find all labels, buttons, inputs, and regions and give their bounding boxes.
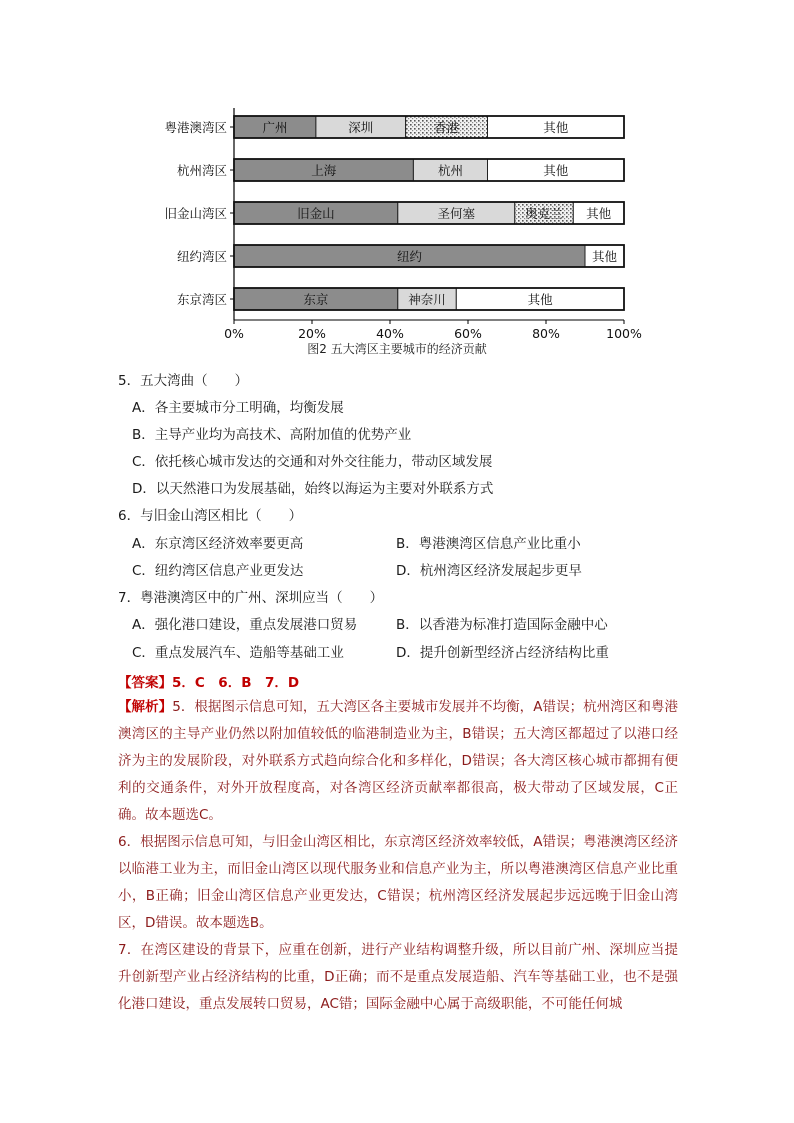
analysis-paragraph-6: 6．根据图示信息可知，与旧金山湾区相比，东京湾区经济效率较低，A错误；粤港澳湾区经济以临港工业为主，而旧金山湾区以现代服务业和信息产业为主，所以粤港澳湾区信息产业比重小，B正确；旧金山湾区信息产业更发达，C错误；杭州湾区经济发展起步远远晚于旧金山湾区，D错误。故本题选B。	[118, 834, 678, 931]
category-label: 粤港澳湾区	[164, 120, 227, 135]
q5-option-c: C．依托核心城市发达的交通和对外交往能力，带动区域发展	[132, 454, 493, 470]
q6-option-c: C．纽约湾区信息产业更发达	[132, 563, 304, 579]
segment-label: 其他	[591, 249, 618, 264]
answer-text: 5．C 6．B 7．D	[172, 675, 300, 691]
analysis-paragraph-7: 7．在湾区建设的背景下，应重在创新，进行产业结构调整升级，所以目前广州、深圳应当提升创新型产业占经济结构的比重，D正确；而不是重点发展造船、汽车等基础工业，也不是强化港口建设，重点发展转口贸易，AC错；国际金融中心属于高级职能，不可能任何城	[118, 942, 678, 1012]
analysis-label: 【解析】	[118, 699, 173, 715]
q6-option-a: A．东京湾区经济效率要更高	[132, 536, 304, 552]
segment-label: 其他	[527, 292, 553, 307]
question-6-stem: 6．与旧金山湾区相比（ ）	[118, 508, 303, 524]
chart-caption: 图2 五大湾区主要城市的经济贡献	[307, 342, 487, 356]
segment-label: 广州	[262, 120, 288, 135]
x-tick-label: 20%	[298, 326, 326, 340]
q5-option-a: A．各主要城市分工明确，均衡发展	[132, 400, 344, 416]
q7-option-c: C．重点发展汽车、造船等基础工业	[132, 645, 344, 661]
analysis-text-5: 5．根据图示信息可知，五大湾区各主要城市发展并不均衡，A错误；杭州湾区和粤港澳湾区的主导产业仍然以附加值较低的临港制造业为主，B错误；五大湾区都超过了以港口经济为主的发展阶段，对外联系方式趋向综合化和多样化，D错误；各大湾区核心城市都拥有便利的交通条件，对外开放程度高，对各湾区经济贡献率都很高，极大带动了区域发展，C正确。故本题选C。	[118, 699, 679, 823]
category-label: 杭州湾区	[176, 163, 227, 178]
segment-label: 香港	[434, 120, 460, 135]
segment-label: 旧金山	[297, 206, 335, 221]
segment-label: 东京	[303, 292, 329, 307]
answer-line	[118, 671, 299, 691]
segment-label: 圣何塞	[437, 206, 476, 221]
x-tick-label: 80%	[532, 326, 560, 340]
segment-label: 其他	[543, 163, 569, 178]
analysis-paragraph-5	[118, 694, 678, 829]
x-tick-label: 40%	[376, 326, 404, 340]
segment-label: 深圳	[348, 120, 374, 135]
category-label: 纽约湾区	[176, 249, 227, 264]
answer-label: 【答案】	[118, 675, 172, 691]
question-5-stem: 5．五大湾曲（ ）	[118, 373, 249, 389]
q6-option-d: D．杭州湾区经济发展起步更早	[396, 563, 582, 579]
q7-option-a: A．强化港口建设，重点发展港口贸易	[132, 617, 358, 633]
segment-label: 纽约	[396, 249, 423, 264]
q7-option-b: B．以香港为标准打造国际金融中心	[396, 617, 608, 633]
segment-label: 其他	[543, 120, 569, 135]
segment-label: 杭州	[437, 163, 463, 178]
stacked-bar-chart	[150, 108, 650, 340]
question-7-stem: 7．粤港澳湾区中的广州、深圳应当（ ）	[118, 590, 384, 606]
q5-option-d: D．以天然港口为发展基础，始终以海运为主要对外联系方式	[132, 481, 494, 497]
segment-label: 其他	[586, 206, 612, 221]
category-label: 旧金山湾区	[164, 206, 227, 221]
x-tick-label: 100%	[606, 326, 642, 340]
segment-label: 上海	[311, 163, 337, 178]
q6-option-b: B．粤港澳湾区信息产业比重小	[396, 536, 581, 552]
analysis-block	[118, 694, 678, 1018]
x-tick-label: 60%	[454, 326, 482, 340]
x-tick-label: 0%	[224, 326, 244, 340]
segment-label: 神奈川	[408, 292, 446, 307]
q5-option-b: B．主导产业均为高技术、高附加值的优势产业	[132, 427, 412, 443]
category-label: 东京湾区	[176, 292, 227, 307]
segment-label: 奥克兰	[525, 206, 563, 221]
q7-option-d: D．提升创新型经济占经济结构比重	[396, 645, 609, 661]
